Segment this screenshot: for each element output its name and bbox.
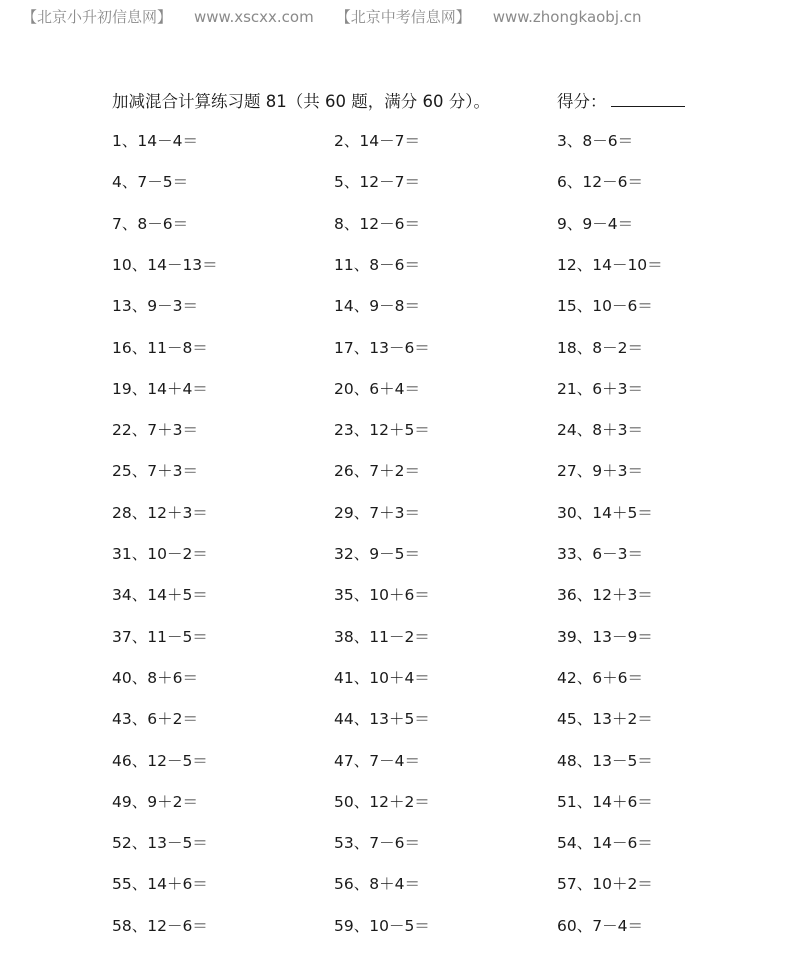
problem-item: 51、14＋6＝: [557, 792, 653, 811]
problem-item: 35、10＋6＝: [334, 586, 430, 605]
score-label: 得分：: [557, 92, 607, 111]
problem-item: 3、8－6＝: [557, 132, 634, 150]
problem-item: 39、13－9＝: [557, 627, 653, 646]
problem-item: 15、10－6＝: [557, 297, 653, 316]
problem-item: 1、14－4＝: [112, 132, 198, 150]
problem-item: 32、9－5＝: [334, 545, 420, 563]
site1-name: 【北京小升初信息网】: [22, 8, 173, 26]
problem-item: 21、6＋3＝: [557, 379, 643, 398]
header-bar: [22, 6, 664, 27]
problem-item: 27、9＋3＝: [557, 462, 643, 481]
problem-item: 30、14＋5＝: [557, 503, 653, 522]
problem-item: 60、7－4＝: [557, 916, 643, 935]
problem-item: 41、10＋4＝: [334, 668, 430, 687]
problem-item: 18、8－2＝: [557, 338, 643, 357]
problem-item: 24、8＋3＝: [557, 421, 643, 440]
problem-item: 2、14－7＝: [334, 132, 420, 150]
problem-item: 10、14－13＝: [112, 255, 218, 274]
site1-url[interactable]: www.xscxx.com: [194, 8, 314, 26]
problem-item: 59、10－5＝: [334, 916, 430, 935]
score-blank[interactable]: [611, 90, 685, 107]
problem-item: 28、12＋3＝: [112, 503, 208, 522]
problem-item: 56、8＋4＝: [334, 875, 420, 894]
problem-item: 38、11－2＝: [334, 627, 430, 646]
problem-item: 16、11－8＝: [112, 338, 208, 357]
problem-item: 43、6＋2＝: [112, 710, 198, 729]
problem-item: 7、8－6＝: [112, 214, 189, 233]
problem-item: 8、12－6＝: [334, 214, 420, 233]
problem-item: 52、13－5＝: [112, 834, 208, 853]
problem-item: 55、14＋6＝: [112, 875, 208, 894]
problem-item: 42、6＋6＝: [557, 668, 643, 687]
problem-item: 44、13＋5＝: [334, 710, 430, 729]
problem-item: 19、14＋4＝: [112, 379, 208, 398]
problem-item: 48、13－5＝: [557, 751, 653, 770]
problem-item: 9、9－4＝: [557, 214, 634, 233]
problem-item: 47、7－4＝: [334, 751, 420, 770]
problem-item: 57、10＋2＝: [557, 875, 653, 894]
score-field: [557, 88, 685, 112]
problem-item: 26、7＋2＝: [334, 462, 420, 481]
problem-item: 22、7＋3＝: [112, 421, 198, 440]
problem-item: 6、12－6＝: [557, 173, 643, 192]
problem-item: 45、13＋2＝: [557, 710, 653, 729]
problem-item: 17、13－6＝: [334, 338, 430, 357]
worksheet-title: 加减混合计算练习题 81（共 60 题，满分 60 分）。: [112, 92, 490, 111]
problem-item: 33、6－3＝: [557, 545, 643, 563]
problem-item: 20、6＋4＝: [334, 379, 420, 398]
problem-item: 34、14＋5＝: [112, 586, 208, 605]
problem-item: 50、12＋2＝: [334, 792, 430, 811]
problem-item: 4、7－5＝: [112, 173, 189, 192]
problem-item: 37、11－5＝: [112, 627, 208, 646]
problem-item: 40、8＋6＝: [112, 668, 198, 687]
problem-item: 25、7＋3＝: [112, 462, 198, 481]
problem-item: 5、12－7＝: [334, 173, 420, 192]
problem-item: 29、7＋3＝: [334, 503, 420, 522]
problem-item: 13、9－3＝: [112, 297, 198, 316]
problem-item: 23、12＋5＝: [334, 421, 430, 440]
site2-url[interactable]: www.zhongkaobj.cn: [492, 8, 642, 26]
problem-item: 58、12－6＝: [112, 916, 208, 935]
problem-item: 14、9－8＝: [334, 297, 420, 316]
problem-item: 11、8－6＝: [334, 255, 420, 274]
problem-item: 46、12－5＝: [112, 751, 208, 770]
problem-item: 12、14－10＝: [557, 255, 663, 274]
problem-item: 31、10－2＝: [112, 545, 208, 563]
problem-item: 53、7－6＝: [334, 834, 420, 853]
problem-item: 36、12＋3＝: [557, 586, 653, 605]
problem-item: 54、14－6＝: [557, 834, 653, 853]
site2-name: 【北京中考信息网】: [335, 8, 471, 26]
problem-item: 49、9＋2＝: [112, 792, 198, 811]
